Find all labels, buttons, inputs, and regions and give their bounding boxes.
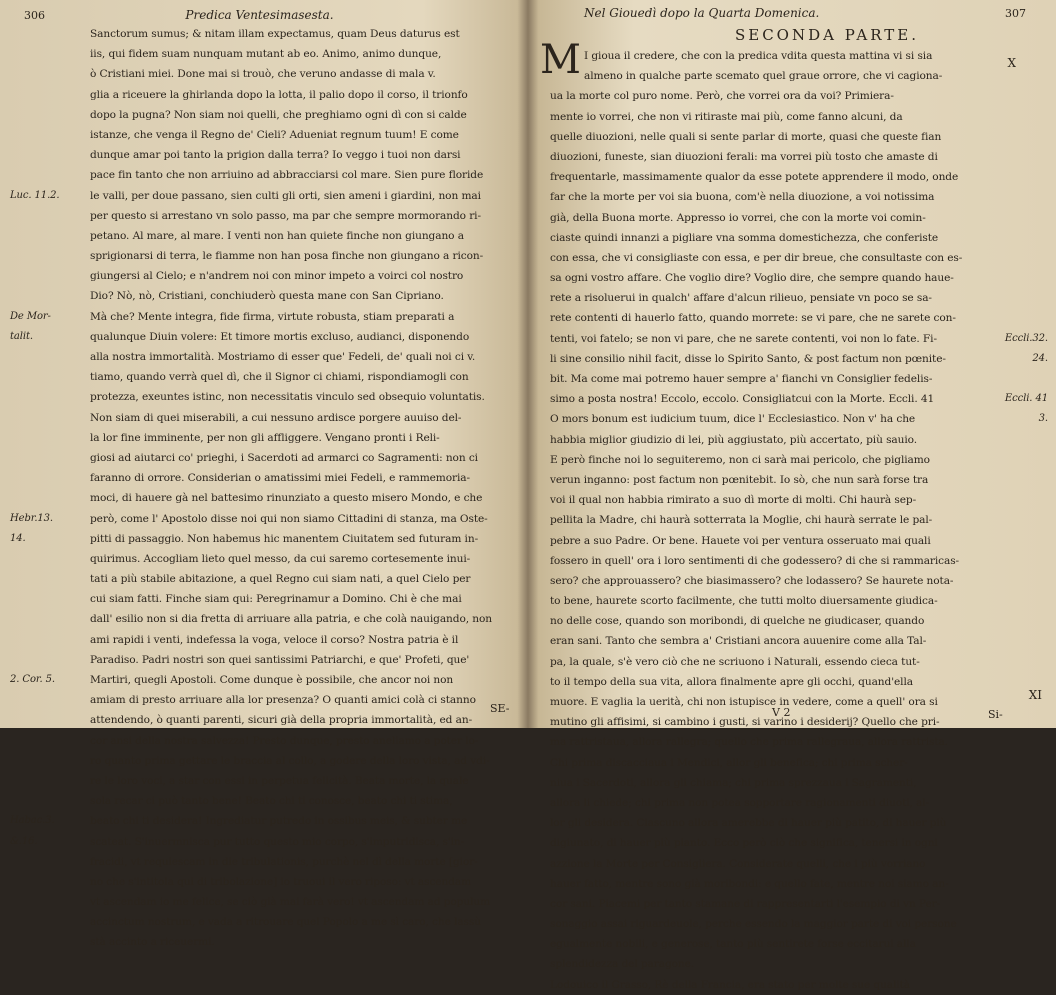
right-text-line xyxy=(544,349,1050,369)
right-text-line xyxy=(544,531,1050,551)
right-text-line xyxy=(544,470,1050,490)
left-line-text: Sanctorum sumus; & nitam illam expectamus, quam Deus daturus est xyxy=(90,28,460,40)
right-line-text: allora li chiede; chi prima non potea sopportare ragionamenti diuoti, al- xyxy=(550,796,930,809)
section-marker-top: X xyxy=(1007,56,1016,70)
right-line-text: habbia miglior giudizio di lei, più aggiustato, più accertato, più sauio. xyxy=(550,433,917,446)
signature-mark: V 2 xyxy=(772,706,791,719)
right-text-line xyxy=(544,409,1050,429)
right-line-text: diuozioni, funeste, sian diuozioni ferali: ma vorrei più tosto che amaste di xyxy=(550,150,938,163)
left-line-text: amiam di presto arriuare alla lor presenza? O quanti amici colà ci stanno xyxy=(90,694,476,707)
right-page xyxy=(532,0,1056,991)
right-line-text: pellita la Madre, chi haurà sotterrata la Moglie, chi haurà serrate le pal- xyxy=(550,514,933,527)
left-line-text: vt ascendam io me felice, se ciò già mai farà vero! vt ascendam ad populum xyxy=(90,896,491,909)
left-line-text: tati a più stabile abitazione, a quel Regno cui siam nati, a quel Cielo per xyxy=(90,573,471,586)
left-line-text: protezza, exeuntes istinc, non necessitatis vinculo sed obsequio voluntatis. xyxy=(90,391,485,404)
left-text-line xyxy=(8,529,510,549)
left-line-text: quirimus. Accogliam lieto quel messo, da cui saremo cortesemente inui- xyxy=(90,552,471,565)
right-line-text: hauer fatto, mentre sono già moribondi: e quello fate, mentre noi siamo an- xyxy=(550,877,949,890)
left-text-line xyxy=(8,589,510,609)
left-text-line xyxy=(8,549,510,569)
left-line-text: ro quanto prima gettare le braccia al collo, a godere della loro vista, ad vdi- xyxy=(90,754,490,767)
right-text-line xyxy=(544,551,1050,571)
right-text-line xyxy=(544,894,1050,914)
right-line-text: bit. Ma come mai potremo hauer sempre a' fianchi vn Consiglier fedelis- xyxy=(550,373,933,385)
left-line-text: Dio? Nò, nò, Cristiani, conchiuderò questa mane con San Cipriano. xyxy=(90,290,444,303)
left-line-text: per questo si arrestano vn solo passo, ma par che sempre mormorando ri- xyxy=(90,209,481,222)
left-line-text: pace fin tanto che non arriuino ad abbracciarsi col mare. Sien pure floride xyxy=(90,169,484,182)
right-text-line xyxy=(544,329,1050,349)
left-text-line xyxy=(8,307,510,327)
right-line-text: Chi prima discacciaua i Mendici, allor gli benefica; chi prima scher- xyxy=(550,756,908,769)
right-text-line xyxy=(544,187,1050,207)
left-text-line xyxy=(8,468,510,488)
left-line-text: qualunque Diuin volere: Et timore mortis excluso, audianci, disponendo xyxy=(90,330,470,343)
left-text-line xyxy=(8,347,510,367)
left-line-text: Martiri, quegli Apostoli. Come dunque è possibile, che ancor noi non xyxy=(90,674,454,686)
left-text-line xyxy=(8,710,510,730)
left-line-text: dopo la pugna? Non siam noi quelli, che preghiamo ogni dì con si calde xyxy=(90,108,467,121)
right-text-line xyxy=(544,430,1050,450)
right-line-text: to il tempo della sua vita, allora finalmente apre gli occhi, quand'ella xyxy=(550,675,913,688)
left-text-line xyxy=(8,145,510,165)
right-line-text: ua la morte col puro nome. Però, che vorrei ora da voi? Primiera- xyxy=(550,90,894,103)
right-line-text: mente io vorrei, che non vi ritiraste mai più, come fanno alcuni, da xyxy=(550,110,903,123)
right-line-text: verun inganno: post factum non pœnitebit. Io sò, che nun sarà forse tra xyxy=(550,473,929,486)
right-text-line xyxy=(544,934,1050,954)
left-line-text: accinctum nostrum, e vada a ritrouare quel Popolo a me sì caro, che lassù xyxy=(90,916,481,929)
left-text-line xyxy=(8,226,510,246)
right-text-line xyxy=(544,753,1050,773)
left-text-line xyxy=(8,206,510,226)
left-running-title: Predica Ventesimasesta. xyxy=(185,8,334,22)
right-text-line xyxy=(544,308,1050,328)
right-margin-note: Eccli. 41 xyxy=(1004,393,1048,405)
right-running-title: Nel Giouedì dopo la Quarta Domenica. xyxy=(584,6,820,20)
right-line-text: to bene, haurete scorto facilmente, che tutti molto diuersamente giudica- xyxy=(550,595,938,608)
right-line-text: rete a risoluerui in qualch' affare d'alcun rilieuo, pensiate vn poco se sa- xyxy=(550,292,932,305)
left-text-line xyxy=(8,771,510,791)
section-marker-bottom: XI xyxy=(1028,688,1042,702)
right-text-line xyxy=(544,914,1050,934)
right-text-line xyxy=(544,268,1050,288)
left-text-line xyxy=(8,186,510,206)
right-line-text: digiunato, di hauer più pianto. Ecco però ciò che significa, tenersi in ogni xyxy=(550,837,938,850)
left-line-text: sprigionarsi di terra, le fiamme non han posa finche non giungano a ricon- xyxy=(90,250,484,263)
left-line-text: Non siam di quei miserabili, a cui nessuno ardisce porgere auuiso del- xyxy=(90,411,462,424)
left-text-line xyxy=(8,509,510,529)
left-text-line xyxy=(8,892,510,912)
left-margin-note: Luc. 11.2. xyxy=(10,189,60,201)
left-text-line xyxy=(8,630,510,650)
left-text-line xyxy=(8,387,510,407)
left-line-text: glia a riceuere la ghirlanda dopo la lotta, il palio dopo il corso, il trionfo xyxy=(90,88,468,101)
left-line-text: pitti di passaggio. Non habemus hic manentem Ciuitatem sed futuram in- xyxy=(90,532,479,545)
right-text-line xyxy=(544,450,1050,470)
section-title: SECONDA PARTE. xyxy=(734,26,920,44)
right-text-line xyxy=(544,631,1050,651)
right-text-line xyxy=(544,208,1050,228)
right-text-line xyxy=(544,248,1050,268)
right-line-text: egualmente nobili, e generose, tanto più sentirete forse eccitarui alla xyxy=(550,938,916,951)
left-line-text: faranno di orrore. Considerian o amatissimi miei Fedeli, e rammemoria- xyxy=(90,472,470,485)
right-text-line xyxy=(544,833,1050,853)
right-text-line xyxy=(544,793,1050,813)
right-text-line xyxy=(544,611,1050,631)
right-text-line xyxy=(544,854,1050,874)
left-text-line xyxy=(8,569,510,589)
left-line-text: ami rapidi i venti, indefessa la voga, veloce il corso? Nostra patria è il xyxy=(90,633,459,646)
left-margin-note: Hebr.13. xyxy=(10,512,54,524)
right-line-text: ma rattristaua, allora rallegra; quello che prima rallegraua, allora rattrista. xyxy=(550,736,948,749)
left-text-block xyxy=(8,24,510,953)
right-line-text: già, della Buona morte. Appresso io vorrei, che con la morte voi comin- xyxy=(550,211,926,224)
right-line-text: lor gli desidera. Ciascuno allora amerebbe di hauer più patito, di hauer più xyxy=(550,817,947,830)
right-line-text: simo a posta nostra! Eccolo, eccolo. Consigliatcui con la Morte. Eccli. 41 xyxy=(550,393,935,406)
right-line-text: E però finche noi lo seguiteremo, non ci sarà mai pericolo, che pigliamo xyxy=(550,453,930,466)
right-line-text: azzione la Morte per Consigliera. Considerate quelli, che i più vorriano xyxy=(550,857,926,870)
right-text-line xyxy=(544,167,1050,187)
left-line-text: la lor fine imminente, per non gli affliggere. Vengano pronti i Reli- xyxy=(90,431,440,444)
right-line-text: eran sani. Tanto che sembra a' Cristiani ancora auuenire come alla Tal- xyxy=(550,635,927,648)
right-text-line xyxy=(544,874,1050,894)
left-line-text: tiamo, quando verrà quel dì, che il Signor ci chiami, rispondiamogli con xyxy=(90,371,469,384)
left-margin-note: &.16. xyxy=(10,835,38,847)
left-running-head xyxy=(8,8,510,24)
left-line-text: scateat. S'inuermnisca pur tutto questo mio corpo, s'imputridisca, s'in- xyxy=(90,835,465,848)
right-line-text: cor sani. Piacemi per tanto stamane di rappresentarti l'esempio di vn Per- xyxy=(550,897,941,910)
left-line-text: Mà che? Mente integra, fide firma, virtute robusta, stiam preparati a xyxy=(90,310,455,323)
left-text-line xyxy=(8,85,510,105)
right-text-line xyxy=(544,712,1050,732)
left-text-line xyxy=(8,872,510,892)
left-page-number: 306 xyxy=(24,9,45,22)
right-text-line xyxy=(544,975,1050,995)
right-line-text: voi il qual non habbia rimirato a suo dì morte di molti. Chi haurà sep- xyxy=(550,494,917,507)
right-text-line xyxy=(544,672,1050,692)
left-line-text: giosi ad aiutarci co' prieghi, i Sacerdoti ad armarci co Sagramenti: non ci xyxy=(90,451,478,464)
right-running-head xyxy=(544,6,1050,22)
left-text-line xyxy=(8,731,510,751)
right-margin-note: Eccli.32. xyxy=(1004,332,1048,344)
right-line-text: niua i Sacerdoti, allora gli chiama; chi prima sprezzaua i Sagramenti, xyxy=(550,776,917,789)
right-line-text: con essa, che vi consigliaste con essa, e per dir breue, che consultaste con es- xyxy=(550,251,963,264)
right-line-text: rete contenti di hauerlo fatto, quando morrete: se vi pare, che ne sarete con- xyxy=(550,312,956,325)
left-catchword: SE- xyxy=(490,702,510,715)
right-line-text: splendidezza del paragone. xyxy=(550,958,695,971)
left-margin-note: Habac.3. xyxy=(10,815,55,827)
left-text-line xyxy=(8,105,510,125)
left-text-line xyxy=(8,448,510,468)
left-line-text: alla nostra immortalità. Mostriamo di esser que' Fedeli, de' quali noi ci v. xyxy=(90,351,476,363)
left-text-line xyxy=(8,852,510,872)
left-text-line xyxy=(8,44,510,64)
right-line-text: fossero in quell' ora i loro sentimenti di che godessero? di che si rammaricas- xyxy=(550,554,960,567)
right-margin-note: 24. xyxy=(1032,352,1048,364)
right-line-text: tenti, voi fatelo; se non vi pare, che ne sarete contenti, voi non lo fate. Fi- xyxy=(550,332,937,345)
right-text-line xyxy=(544,692,1050,712)
left-margin-note: 14. xyxy=(10,532,26,544)
left-text-line xyxy=(8,670,510,690)
left-line-text: moci, di hauere gà nel battesimo rinunziato a questo misero Mondo, e che xyxy=(90,492,483,505)
right-line-text: pa, la quale, s'è vero ciò che ne scriuono i Naturali, essendo cieca tut- xyxy=(550,655,920,668)
right-line-text: mutino gli affisimi, si cambino i gusti, si varino i desiderij? Quello che pri- xyxy=(550,716,940,729)
right-line-text: ciaste quindi innanzi a pigliare vna somma domestichezza, che conferiste xyxy=(550,231,939,244)
left-text-line xyxy=(8,24,510,44)
left-line-text: fracidi, vt requiescam in die tribulationis, purchè nel dì della morte [gior- xyxy=(90,855,478,868)
left-line-text: attendendo, ò quanti parenti, sicuri già della propria immortalità, ed an- xyxy=(90,714,473,727)
left-margin-note: talit. xyxy=(10,330,33,342)
left-line-text: però, come l' Apostolo disse noi qui non siamo Cittadini di stanza, ma Oste- xyxy=(90,512,488,525)
right-text-line xyxy=(544,369,1050,389)
right-text-line xyxy=(544,954,1050,974)
right-text-line xyxy=(544,591,1050,611)
left-line-text: cor ansi della nostra salvezza! Presto dunque, presto aneliamo a poter lo- xyxy=(90,734,479,747)
right-line-text: O mors bonum est iudicium tuum, dice l' Ecclesiastico. Non v' ha che xyxy=(550,413,916,426)
left-margin-note: De Mor- xyxy=(10,310,51,322)
left-text-line xyxy=(8,428,510,448)
right-line-text: far che la morte per voi sia buona, com'è nella diuozione, a voi notissima xyxy=(550,191,935,204)
right-text-line xyxy=(544,147,1050,167)
right-line-text: quelle diuozioni, nelle quali si sente parlar di morte, quasi che queste fian xyxy=(550,130,942,143)
left-page xyxy=(0,0,524,949)
drop-cap-initial: M xyxy=(540,37,581,83)
right-line-text: almeno in qualche parte scemato quel graue orrore, che vi cagiona- xyxy=(584,70,943,83)
right-text-line xyxy=(544,490,1050,510)
left-line-text: dall' esilio non si dia fretta di arriuare alla patria, e che colà nauigando, non xyxy=(90,613,492,626)
left-line-text: istanze, che venga il Regno de' Cieli? Adueniat regnum tuum! E come xyxy=(90,128,459,141)
right-text-line xyxy=(544,127,1050,147)
left-line-text: cui siam fatti. Finche siam qui: Peregrinamur a Domino. Chi è che mai xyxy=(90,593,462,606)
left-text-line xyxy=(8,751,510,771)
right-catchword: Si- xyxy=(988,708,1003,721)
right-text-line xyxy=(544,571,1050,591)
left-text-line xyxy=(8,64,510,84)
left-line-text: dunque amar poi tanto la prigion dalla terra? Io veggo i tuoi non darsi xyxy=(90,149,461,162)
left-text-line xyxy=(8,327,510,347)
right-line-text: li sine consilio nihil facit, disse lo Spirito Santo, & post factum non pœnite- xyxy=(550,352,946,365)
left-text-line xyxy=(8,286,510,306)
right-text-line xyxy=(544,389,1050,409)
right-text-block xyxy=(544,46,1050,995)
left-line-text: petano. Al mare, al mare. I venti non han quiete finche non giungano a xyxy=(90,229,464,242)
left-margin-note: 2. Cor. 5. xyxy=(10,674,55,685)
right-page-number: 307 xyxy=(1005,7,1026,20)
right-line-text: sonaggio assai riguardeuole, perche essendo la maggior parte di voi persone xyxy=(550,918,957,931)
right-line-text: muore. E vaglia la uerità, chi non istupisce in vedere, come a quell' ora si xyxy=(550,696,938,708)
left-line-text: stà accinto a riceuermi. xyxy=(90,936,215,949)
right-line-text: Lodouico il Grasso, Rè della Francia, era stato per molte sue qualità xyxy=(550,978,910,991)
left-line-text: iis, qui fidem suam nunquam mutant ab eo. Animo, animo dunque, xyxy=(90,48,442,61)
left-text-line xyxy=(8,408,510,428)
right-text-line xyxy=(544,813,1050,833)
left-text-line xyxy=(8,488,510,508)
right-text-line xyxy=(544,510,1050,530)
left-line-text: sola recar ci può tanto bene! Beato chi ti conosce, beato chi ti stima, xyxy=(90,795,453,808)
right-text-line xyxy=(544,288,1050,308)
right-text-line xyxy=(544,107,1050,127)
left-line-text: Paradiso. Padri nostri son quei santissimi Patriarchi, e que' Profeti, que' xyxy=(90,653,470,666)
left-line-text: no che s'intitola qui di tribolazione] io truoui il vero riposo: vt ascendam xyxy=(90,875,472,888)
left-text-line xyxy=(8,367,510,387)
left-text-line xyxy=(8,791,510,811)
left-text-line xyxy=(8,609,510,629)
left-text-line xyxy=(8,125,510,145)
right-line-text: I gioua il credere, che con la predica vdita questa mattina vi si sia xyxy=(584,50,933,62)
right-text-line xyxy=(544,652,1050,672)
left-text-line xyxy=(8,932,510,952)
right-line-text: sero? che approuassero? che biasimassero? che lodassero? Se haurete nota- xyxy=(550,574,954,587)
left-text-line xyxy=(8,246,510,266)
left-text-line xyxy=(8,912,510,932)
right-line-text: frequentarle, massimamente qualor da esse potete apprendere il modo, onde xyxy=(550,171,959,184)
right-text-line xyxy=(544,46,1050,66)
right-line-text: sa ogni vostro affare. Che voglio dire? Voglio dire, che sempre quando haue- xyxy=(550,272,954,285)
left-text-line xyxy=(8,832,510,852)
left-line-text: beato chi ti desidera! Ingrediatur putredo in ossibus meis, & subter me xyxy=(90,815,468,828)
right-line-text: no delle cose, quando son moribondi, di quelche ne giudicaser, quando xyxy=(550,615,925,628)
left-text-line xyxy=(8,690,510,710)
right-text-line xyxy=(544,86,1050,106)
right-text-line xyxy=(544,66,1050,86)
left-text-line xyxy=(8,811,510,831)
left-line-text: re le loro voci, a star con essi in perpetua felicità. Beata morte, la quale xyxy=(90,774,469,787)
right-text-line xyxy=(544,773,1050,793)
right-line-text: pebre a suo Padre. Or bene. Hauete voi per ventura osseruato mai quali xyxy=(550,534,931,547)
left-text-line xyxy=(8,165,510,185)
left-text-line xyxy=(8,266,510,286)
left-line-text: le valli, per doue passano, sien culti gli orti, sien ameni i giardini, non mai xyxy=(90,189,481,202)
left-line-text: giungersi al Cielo; e n'andrem noi con minor impeto a voirci col nostro xyxy=(90,270,464,283)
left-text-line xyxy=(8,650,510,670)
left-line-text: ò Cristiani miei. Done mai si trouò, che veruno andasse di mala v. xyxy=(90,68,436,81)
right-text-line xyxy=(544,732,1050,752)
right-text-line xyxy=(544,228,1050,248)
right-margin-note: 3. xyxy=(1038,413,1048,425)
